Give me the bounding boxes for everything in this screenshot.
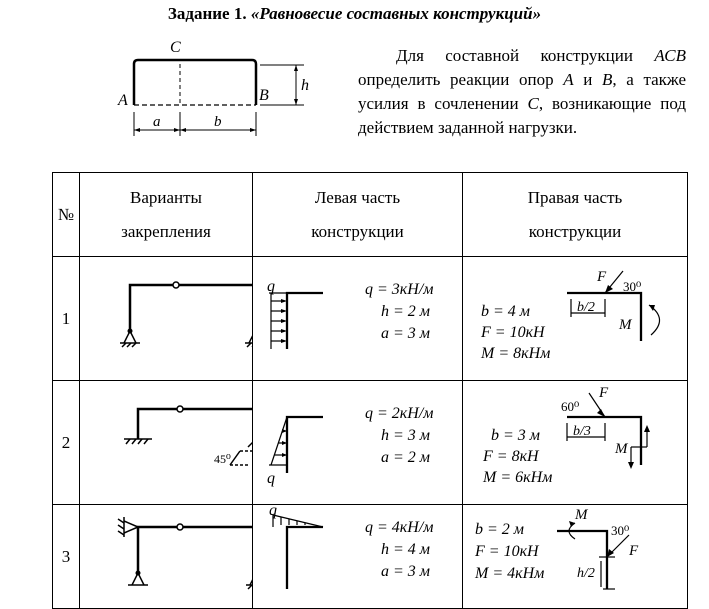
scheme-label-a: A [118, 92, 128, 109]
right-part-2 [463, 381, 688, 505]
left-part-3 [253, 505, 463, 609]
intro-c: С [527, 94, 539, 113]
support-scheme-3 [80, 505, 253, 609]
header-variants-text: Варианты закрепления [121, 187, 211, 241]
header-variants [80, 173, 253, 257]
m-value-1: M = 8кНм [481, 345, 551, 362]
header-right-text: Правая часть конструкции [527, 187, 623, 241]
right-part-3 [463, 505, 688, 609]
f-label-1: F [597, 269, 607, 285]
right-load-diagram-3 [463, 505, 688, 603]
q-value-1: q = 3кН/м [365, 281, 434, 298]
support-diagram-3 [80, 505, 252, 603]
task-title-prefix: Задание 1. [167, 4, 247, 23]
angle-label-2: 60⁰ [561, 399, 580, 414]
q-value-2: q = 2кН/м [365, 405, 434, 422]
scheme-label-b: B [259, 87, 269, 104]
right-load-diagram-1 [463, 257, 688, 375]
table-row [53, 505, 688, 609]
right-load-diagram-2 [463, 381, 688, 499]
task-title-name: «Равновесие составных конструкций» [250, 4, 542, 23]
left-load-diagram-2 [253, 381, 463, 499]
support-diagram-1 [80, 257, 252, 375]
b-value-1: b = 4 м [481, 303, 531, 320]
header-left [253, 173, 463, 257]
m-value-2: M = 6кНм [483, 469, 553, 486]
table-row [53, 381, 688, 505]
frac-label-2: b/3 [573, 424, 591, 439]
row-num: 2 [53, 381, 80, 505]
variants-table [52, 172, 688, 609]
support-scheme-2 [80, 381, 253, 505]
m-label-2: M [615, 441, 628, 457]
m-label-3: M [575, 507, 588, 523]
left-part-2 [253, 381, 463, 505]
header-right [463, 173, 688, 257]
task-title [0, 4, 709, 24]
support-angle-2: 45⁰ [214, 452, 231, 466]
h-value-2: h = 3 м [381, 427, 431, 444]
intro-text-5: , возникающие под действием заданной нагрузки. [358, 94, 686, 137]
task-description [358, 44, 686, 140]
f-label-3: F [629, 543, 639, 559]
intro-text-3: и [573, 70, 603, 89]
right-part-1 [463, 257, 688, 381]
scheme-label-h: h [301, 77, 309, 94]
angle-label-1: 30⁰ [623, 279, 642, 294]
h-value-3: h = 4 м [381, 541, 431, 558]
intro-text-4: , а также усилия в сочленении [358, 70, 686, 113]
header-num: № [53, 173, 80, 257]
b-value-2: b = 3 м [491, 427, 541, 444]
q-label-2: q [267, 470, 275, 487]
table-row [53, 257, 688, 381]
b-value-3: b = 2 м [475, 521, 525, 538]
intro-text-2: определить реакции опор [358, 70, 564, 89]
a-value-1: a = 3 м [381, 325, 431, 342]
intro-text-1: Для составной конструкции [396, 46, 655, 65]
f-value-3: F = 10кН [475, 543, 539, 560]
scheme-label-c: C [170, 39, 181, 56]
table-header-row [53, 173, 688, 257]
h-value-1: h = 2 м [381, 303, 431, 320]
intro-b: В [602, 70, 613, 89]
scheme-dim-a: a [153, 114, 161, 130]
support-diagram-2 [80, 381, 252, 499]
intro-a: А [563, 70, 574, 89]
f-label-2: F [599, 385, 609, 401]
m-value-3: M = 4кНм [475, 565, 545, 582]
support-scheme-1 [80, 257, 253, 381]
f-value-1: F = 10кН [481, 324, 545, 341]
intro-acb: АСВ [654, 46, 686, 65]
f-value-2: F = 8кН [483, 448, 539, 465]
header-left-text: Левая часть конструкции [311, 187, 404, 241]
m-label-1: M [619, 317, 632, 333]
row-num: 1 [53, 257, 80, 381]
left-load-diagram-1 [253, 257, 463, 375]
a-value-3: a = 3 м [381, 563, 431, 580]
frac-label-1: b/2 [577, 300, 595, 315]
row-num: 3 [53, 505, 80, 609]
frac-label-3: h/2 [577, 566, 595, 581]
q-label-1: q [267, 278, 275, 295]
q-label-3: q [269, 505, 277, 519]
angle-label-3: 30⁰ [611, 523, 630, 538]
q-value-3: q = 4кН/м [365, 519, 434, 536]
scheme-diagram [110, 34, 320, 144]
left-part-1 [253, 257, 463, 381]
a-value-2: a = 2 м [381, 449, 431, 466]
scheme-dim-b: b [214, 114, 222, 130]
